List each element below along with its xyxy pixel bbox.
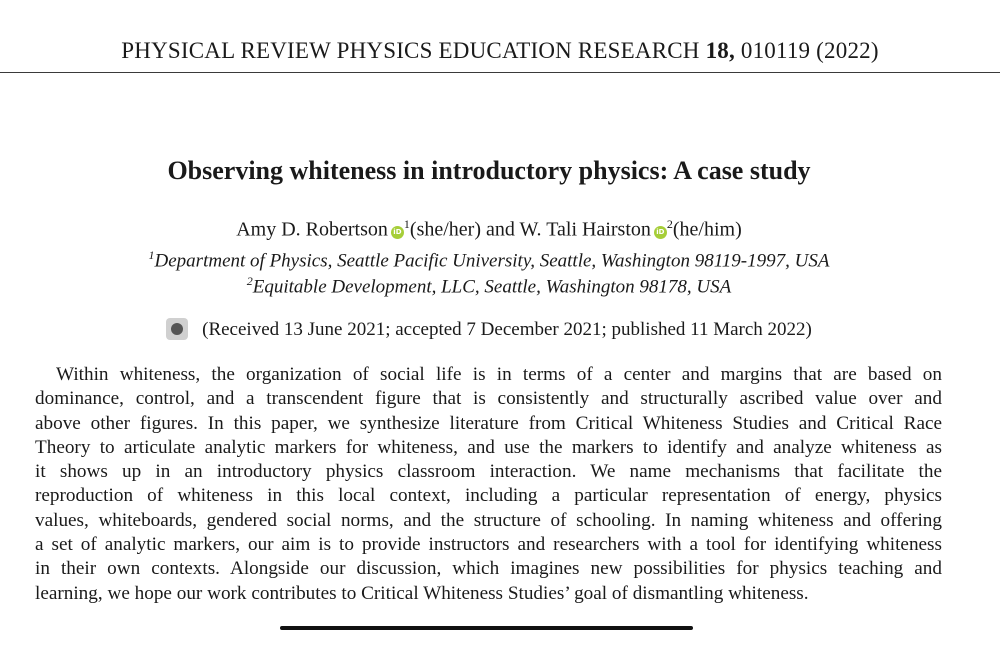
orcid-icon[interactable]: iD: [654, 226, 667, 239]
abstract-line: learning, we hope our work contributes to Critical Whiteness Studies’ goal of dismantling whiteness.: [35, 582, 809, 604]
journal-volume: 18,: [705, 38, 735, 63]
header-rule: [0, 72, 1000, 73]
affil-num: 2: [246, 274, 253, 288]
author-name[interactable]: W. Tali Hairston: [519, 218, 651, 241]
received-text: (Received 13 June 2021; accepted 7 December 2021; published 11 March 2022): [202, 319, 812, 340]
article-number: 010119 (2022): [740, 38, 879, 63]
affil-text: Department of Physics, Seattle Pacific University, Seattle, Washington 98119-1997, USA: [154, 250, 830, 272]
paper-title: Observing whiteness in introductory physics: A case study: [167, 156, 811, 185]
abstract-line: dominance, control, and a transcendent figure that is consistently and structurally ascribed value over and: [35, 388, 942, 410]
journal-name: PHYSICAL REVIEW PHYSICS EDUCATION RESEARCH: [121, 38, 700, 63]
abstract-line: it shows up in an introductory physics classroom interaction. We name mechanisms that facilitate the: [35, 461, 942, 483]
crossmark-update-icon[interactable]: [166, 318, 188, 340]
highlight-underline: [280, 626, 693, 630]
author-pronouns: (he/him): [672, 218, 742, 241]
abstract-line: Theory to articulate analytic markers for whiteness, and use the markers to identify and analyze whiteness as: [35, 436, 942, 458]
author-pronouns: (she/her): [409, 218, 481, 241]
abstract-line: Within whiteness, the organization of social life is in terms of a center and margins that are based on: [56, 364, 942, 385]
received-dates: [0, 318, 978, 341]
author-name[interactable]: Amy D. Robertson: [236, 218, 388, 241]
abstract-line: above other figures. In this paper, we synthesize literature from Critical Whiteness Studies and Critical Race: [35, 412, 942, 434]
abstract-line: in their own contexts. Alongside our discussion, which imagines new possibilities for physics teaching and: [35, 558, 942, 580]
journal-header: [0, 38, 1000, 64]
author-affil-num: 1: [403, 217, 410, 231]
author-list: [0, 217, 978, 242]
affil-num: 1: [148, 248, 155, 262]
abstract-line: reproduction of whiteness in this local context, including a particular representation of energy, physics: [35, 485, 942, 507]
affiliation-2: [0, 274, 978, 298]
orcid-icon[interactable]: iD: [391, 226, 404, 239]
affiliation-1: [0, 248, 978, 272]
author-affil-num: 2: [666, 217, 673, 231]
abstract-line: a set of analytic markers, our aim is to provide instructors and researchers with a tool for identifying whiteness: [35, 534, 942, 556]
abstract: [35, 363, 942, 606]
affil-text: Equitable Development, LLC, Seattle, Washington 98178, USA: [252, 276, 732, 298]
author-join: and: [485, 218, 515, 241]
abstract-line: values, whiteboards, gendered social norms, and the structure of schooling. In naming whiteness and offering: [35, 509, 942, 531]
